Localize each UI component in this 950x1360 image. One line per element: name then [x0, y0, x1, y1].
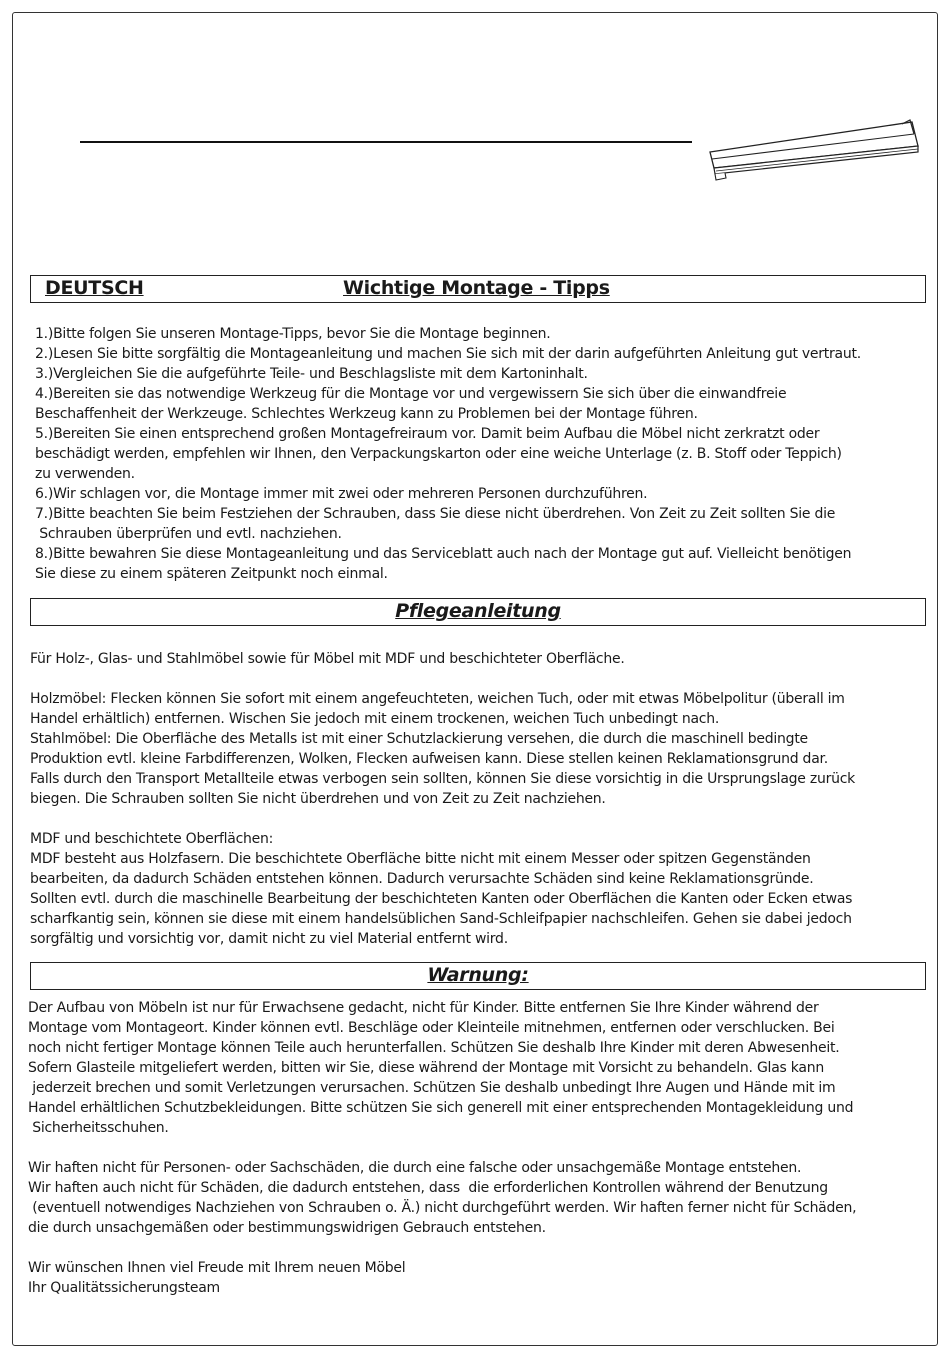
warning-line — [28, 1238, 856, 1258]
warning-line: jederzeit brechen und somit Verletzungen verursachen. Schützen Sie deshalb unbedingt Ihre Augen und Hände mit im — [28, 1080, 836, 1096]
language-label: DEUTSCH — [45, 277, 144, 299]
care-text — [30, 649, 855, 949]
care-line: Holzmöbel: Flecken können Sie sofort mit einem angefeuchteten, weichen Tuch, oder mit etwas Möbelpolitur (überall im — [30, 691, 845, 707]
warning-line: die durch unsachgemäßen oder bestimmungswidrigen Gebrauch entstehen. — [28, 1220, 546, 1236]
warning-line: Handel erhältlichen Schutzbekleidungen. Bitte schützen Sie sich generell mit einer entsprechenden Montagekleidung und — [28, 1100, 854, 1116]
care-line: biegen. Die Schrauben sollten Sie nicht überdrehen und von Zeit zu Zeit nachziehen. — [30, 791, 606, 807]
tips-line: Beschaffenheit der Werkzeuge. Schlechtes Werkzeug kann zu Problemen bei der Montage führen. — [35, 406, 698, 422]
tips-line: 7.)Bitte beachten Sie beim Festziehen der Schrauben, dass Sie diese nicht überdrehen. Von Zeit zu Zeit sollten Sie die — [35, 506, 836, 522]
care-line: Für Holz-, Glas- und Stahlmöbel sowie für Möbel mit MDF und beschichteter Oberfläche. — [30, 651, 625, 667]
warning-line: (eventuell notwendiges Nachziehen von Schrauben o. Ä.) nicht durchgeführt werden. Wir haften ferner nicht für Schäden, — [28, 1200, 857, 1216]
care-line: Sollten evtl. durch die maschinelle Bearbeitung der beschichteten Kanten oder Oberflächen die Kanten oder Ecken etwas — [30, 891, 853, 907]
care-line: bearbeiten, da dadurch Schäden entstehen können. Dadurch verursachte Schäden sind keine Reklamationsgründe. — [30, 871, 814, 887]
warning-line: noch nicht fertiger Montage können Teile auch herunterfallen. Schützen Sie deshalb Ihre Kinder mit deren Abwesenheit. — [28, 1040, 840, 1056]
tips-list — [35, 324, 861, 584]
tips-line: 1.)Bitte folgen Sie unseren Montage-Tipps, bevor Sie die Montage beginnen. — [35, 326, 551, 342]
care-line: sorgfältig und vorsichtig vor, damit nicht zu viel Material entfernt wird. — [30, 931, 508, 947]
tips-line: Sie diese zu einem späteren Zeitpunkt noch einmal. — [35, 566, 388, 582]
warning-line: Der Aufbau von Möbeln ist nur für Erwachsene gedacht, nicht für Kinder. Bitte entfernen Sie Ihre Kinder während der — [28, 1000, 819, 1016]
warning-line: Wir haften auch nicht für Schäden, die dadurch entstehen, dass die erforderlichen Kontrollen während der Benutzung — [28, 1180, 828, 1196]
warning-line: Wir wünschen Ihnen viel Freude mit Ihrem neuen Möbel — [28, 1260, 406, 1276]
care-line: MDF besteht aus Holzfasern. Die beschichtete Oberfläche bitte nicht mit einem Messer oder spitzen Gegenständen — [30, 851, 811, 867]
care-line: Falls durch den Transport Metallteile etwas verbogen sein sollten, können Sie diese vorsichtig in die Ursprungslage zurück — [30, 771, 856, 787]
care-header-box — [30, 598, 926, 626]
tips-line: beschädigt werden, empfehlen wir Ihnen, den Verpackungskarton oder eine weiche Unterlage (z. B. Stoff oder Teppich) — [35, 446, 842, 462]
care-line: Handel erhältlich) entfernen. Wischen Sie jedoch mit einem trockenen, weichen Tuch unbedingt nach. — [30, 711, 720, 727]
tips-line: Schrauben überprüfen und evtl. nachziehen. — [35, 526, 342, 542]
tips-line: zu verwenden. — [35, 466, 135, 482]
warning-line: Montage vom Montageort. Kinder können evtl. Beschläge oder Kleinteile mitnehmen, entfernen oder verschlucken. Bei — [28, 1020, 835, 1036]
care-line — [30, 809, 855, 829]
care-line: Stahlmöbel: Die Oberfläche des Metalls ist mit einer Schutzlackierung versehen, die durch die maschinell bedingte — [30, 731, 808, 747]
warning-heading: Warnung: — [427, 964, 529, 986]
warning-text — [28, 998, 856, 1298]
warning-line: Ihr Qualitätssicherungsteam — [28, 1280, 220, 1296]
tips-line: 4.)Bereiten sie das notwendige Werkzeug für die Montage vor und vergewissern Sie sich über die einwandfreie — [35, 386, 787, 402]
care-line: MDF und beschichtete Oberflächen: — [30, 831, 274, 847]
tips-line: 8.)Bitte bewahren Sie diese Montageanleitung und das Serviceblatt auch nach der Montage gut auf. Vielleicht benötigen — [35, 546, 852, 562]
tips-heading: Wichtige Montage - Tipps — [343, 277, 610, 299]
tips-line: 5.)Bereiten Sie einen entsprechend großen Montagefreiraum vor. Damit beim Aufbau die Möbel nicht zerkratzt oder — [35, 426, 820, 442]
warning-line: Sicherheitsschuhen. — [28, 1120, 169, 1136]
title-line — [80, 141, 692, 143]
care-line: scharfkantig sein, können sie diese mit einem handelsüblichen Sand-Schleifpapier nachschleifen. Gehen sie dabei jedoch — [30, 911, 852, 927]
wall-shelf-icon — [706, 118, 920, 184]
care-line — [30, 669, 855, 689]
tips-line: 3.)Vergleichen Sie die aufgeführte Teile- und Beschlagsliste mit dem Kartoninhalt. — [35, 366, 588, 382]
care-heading: Pflegeanleitung — [395, 600, 561, 622]
warning-line — [28, 1138, 856, 1158]
care-line: Produktion evtl. kleine Farbdifferenzen, Wolken, Flecken aufweisen kann. Diese stellen keinen Reklamationsgrund dar. — [30, 751, 828, 767]
tips-header-box — [30, 275, 926, 303]
warning-header-box — [30, 962, 926, 990]
warning-line: Sofern Glasteile mitgeliefert werden, bitten wir Sie, diese während der Montage mit Vorsicht zu behandeln. Glas kann — [28, 1060, 824, 1076]
tips-line: 2.)Lesen Sie bitte sorgfältig die Montageanleitung und machen Sie sich mit der darin aufgeführten Anleitung gut vertraut. — [35, 346, 861, 362]
tips-line: 6.)Wir schlagen vor, die Montage immer mit zwei oder mehreren Personen durchzuführen. — [35, 486, 648, 502]
warning-line: Wir haften nicht für Personen- oder Sachschäden, die durch eine falsche oder unsachgemäße Montage entstehen. — [28, 1160, 802, 1176]
